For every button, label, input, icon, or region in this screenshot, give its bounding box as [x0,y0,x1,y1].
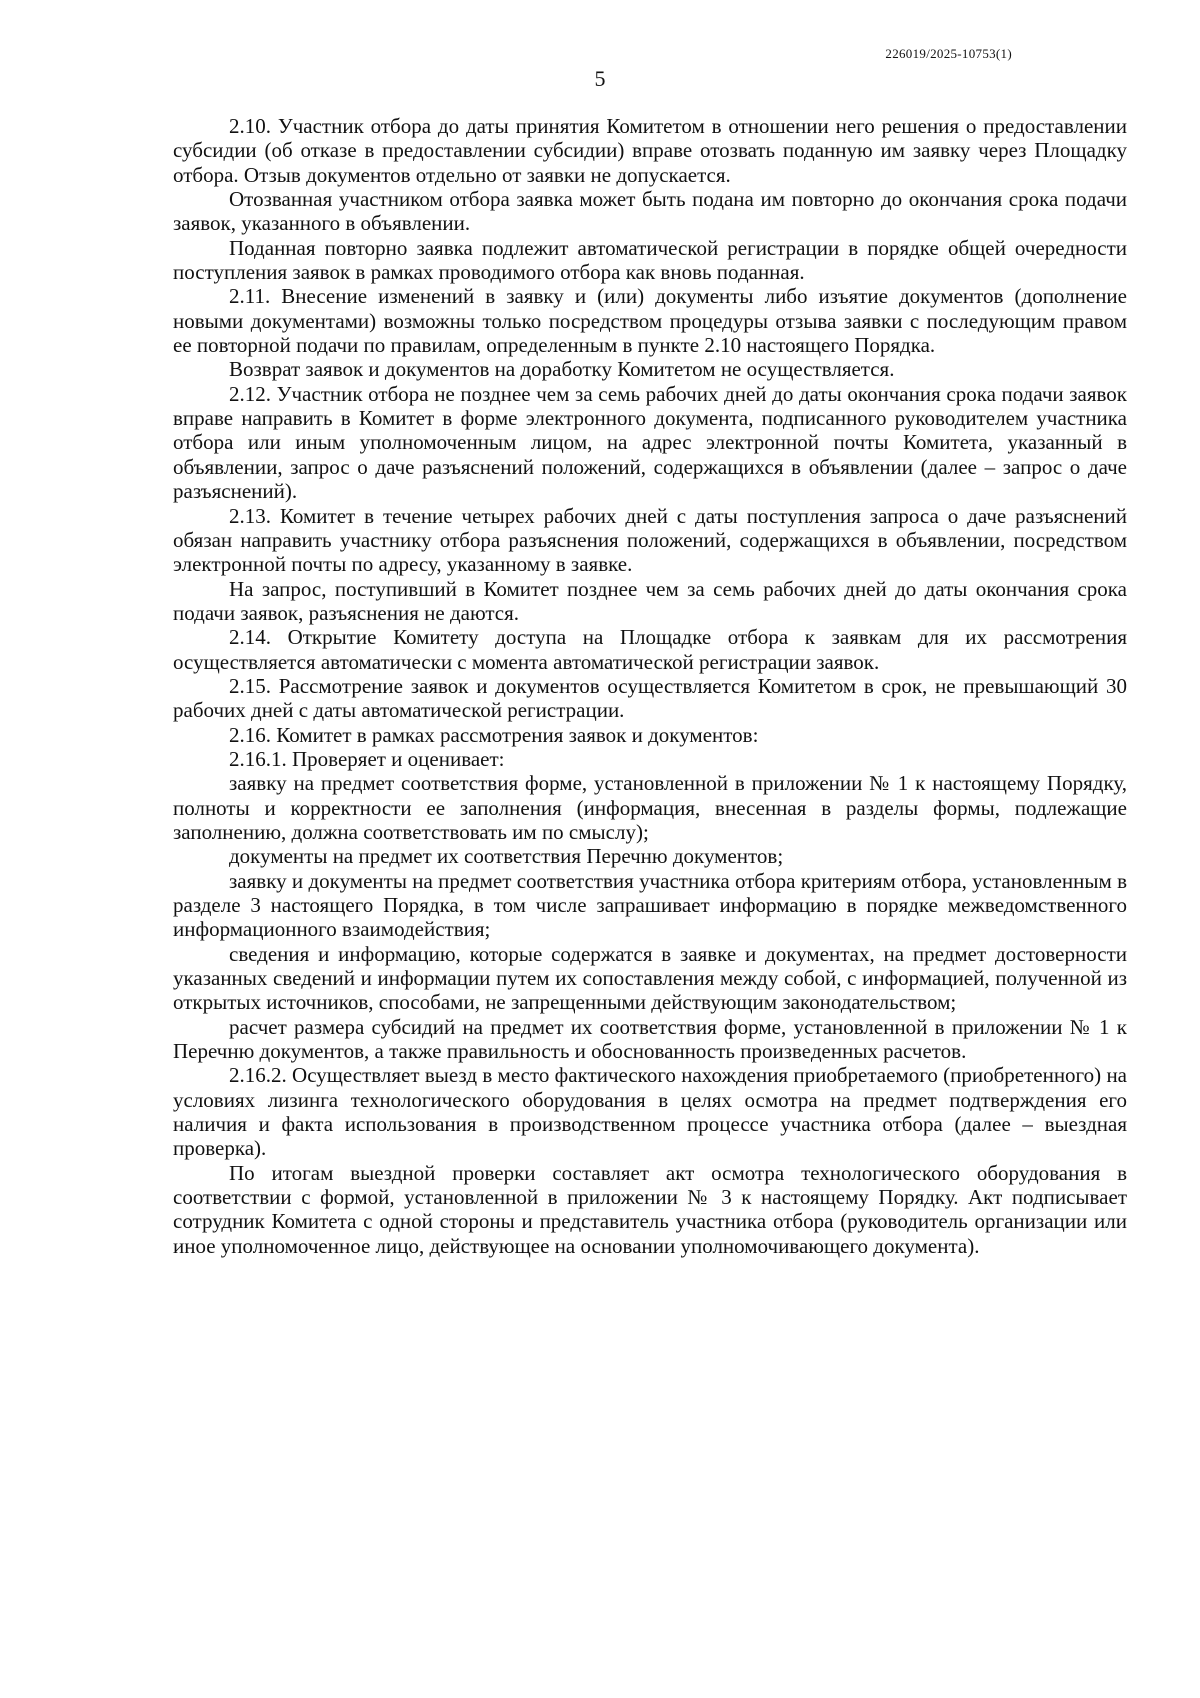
document-registration-number: 226019/2025-10753(1) [885,46,1012,61]
paragraph-no-return: Возврат заявок и документов на доработку Комитетом не осуществляется. [229,357,895,382]
paragraph-check-documents: документы на предмет их соответствия Перечню документов; [229,844,784,869]
paragraph-2-15: 2.15. Рассмотрение заявок и документов осуществляется Комитетом в срок, не превышающий 30 рабочих дней с даты автоматической регистрации. [173,673,1127,723]
document-body [173,114,1127,1258]
paragraph-check-form: заявку на предмет соответствия форме, установленной в приложении № 1 к настоящему Порядку, полноты и корректности ее заполнения (информация, внесенная в разделы формы, подлежащие заполнению, должна соответствовать им по смыслу); [173,771,1127,844]
paragraph-check-calculation: расчет размера субсидий на предмет их соответствия форме, установленной в приложении № 1 к Перечню документов, а также правильность и обоснованность произведенных расчетов. [173,1014,1127,1064]
paragraph-check-criteria: заявку и документы на предмет соответствия участника отбора критериям отбора, установленным в разделе 3 настоящего Порядка, в том числе запрашивает информацию в порядке межведомственного информационного взаимодействия; [173,868,1127,942]
page-number: 5 [594,66,606,91]
paragraph-late-request: На запрос, поступивший в Комитет позднее чем за семь рабочих дней до даты окончания срока подачи заявок, разъяснения не даются. [173,576,1127,625]
paragraph-2-13: 2.13. Комитет в течение четырех рабочих дней с даты поступления запроса о даче разъяснений обязан направить участнику отбора разъяснения положений, содержащихся в объявлении, посредством электронной почты по адресу, указанному в заявке. [173,503,1127,577]
paragraph-check-reliability: сведения и информацию, которые содержатся в заявке и документах, на предмет достоверности указанных сведений и информации путем их сопоставления между собой, с информацией, полученной из открытых источников, способами, не запрещенными действующим законодательством; [173,941,1127,1015]
paragraph-resubmission-registration: Поданная повторно заявка подлежит автоматической регистрации в порядке общей очередности поступления заявок в рамках проводимого отбора как вновь поданная. [173,235,1127,285]
paragraph-2-10: 2.10. Участник отбора до даты принятия Комитетом в отношении него решения о предоставлении субсидии (об отказе в предоставлении субсидии) вправе отозвать поданную им заявку через Площадку отбора. Отзыв документов отдельно от заявки не допускается. [173,114,1127,187]
paragraph-2-11: 2.11. Внесение изменений в заявку и (или) документы либо изъятие документов (дополнение новыми документами) возможны только посредством процедуры отзыва заявки с последующим правом ее повторной подачи по правилам, определенным в пункте 2.10 настоящего Порядка. [173,284,1127,358]
paragraph-inspection-act: По итогам выездной проверки составляет акт осмотра технологического оборудования в соответствии с формой, установленной в приложении № 3 к настоящему Порядку. Акт подписывает сотрудник Комитета с одной стороны и представитель участника отбора (руководитель организации или иное уполномоченное лицо, действующее на основании уполномочивающего документа). [173,1160,1127,1258]
paragraph-withdrawn-resubmission: Отозванная участником отбора заявка может быть подана им повторно до окончания срока подачи заявок, указанного в объявлении. [173,187,1127,236]
paragraph-2-16-2: 2.16.2. Осуществляет выезд в место фактического нахождения приобретаемого (приобретенного) на условиях лизинга технологического оборудования в целях осмотра на предмет подтверждения его наличия и факта использования в производственном процессе участника отбора (далее – выездная проверка). [173,1063,1127,1161]
paragraph-2-16: 2.16. Комитет в рамках рассмотрения заявок и документов: [229,722,759,747]
paragraph-2-14: 2.14. Открытие Комитету доступа на Площадке отбора к заявкам для их рассмотрения осуществляется автоматически с момента автоматической регистрации заявок. [173,625,1127,674]
paragraph-2-16-1: 2.16.1. Проверяет и оценивает: [229,746,505,771]
paragraph-2-12: 2.12. Участник отбора не позднее чем за семь рабочих дней до даты окончания срока подачи заявок вправе направить в Комитет в форме электронного документа, подписанного руководителем участника отбора или иным уполномоченным лицом, на адрес электронной почты Комитета, указанный в объявлении, запрос о даче разъяснений положений, содержащихся в объявлении (далее – запрос о даче разъяснений). [173,381,1127,504]
